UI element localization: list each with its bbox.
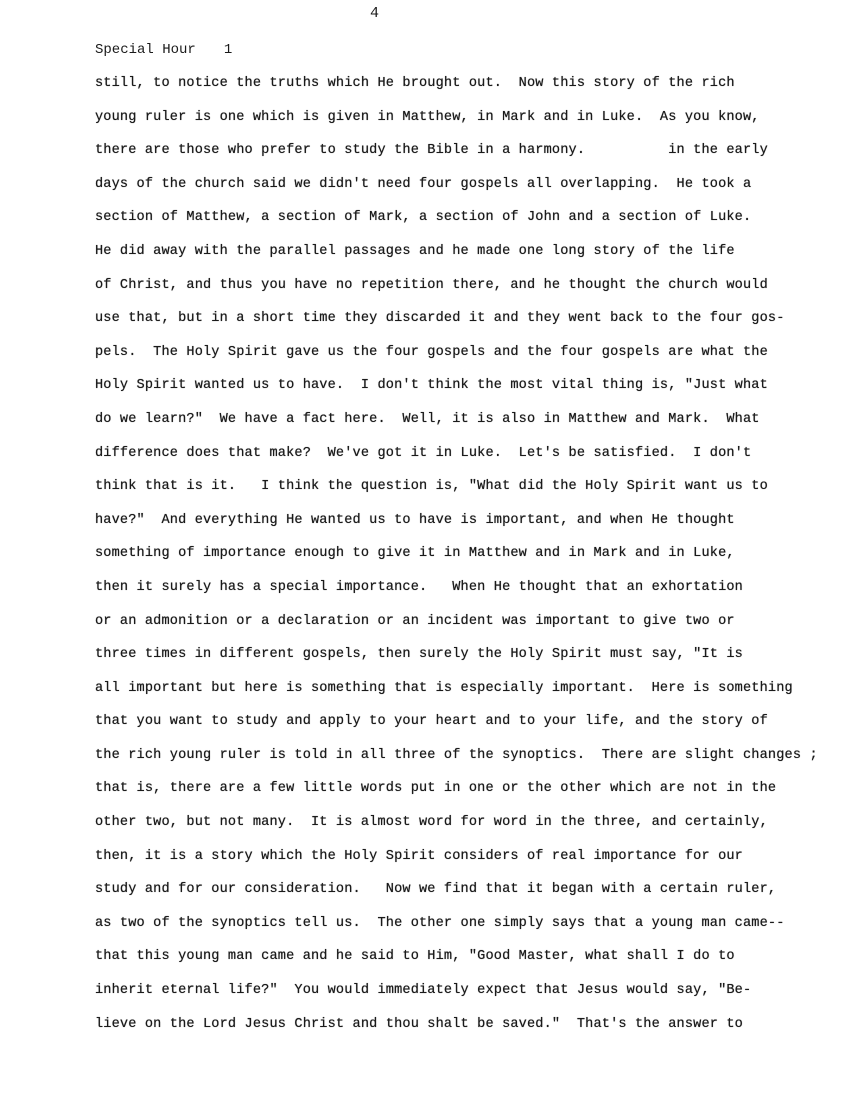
text-line: as two of the synoptics tell us. The other one simply says that a young man came-- — [95, 915, 785, 931]
text-line: difference does that make? We've got it in Luke. Let's be satisfied. I don't — [95, 445, 752, 461]
text-line: study and for our consideration. Now we find that it began with a certain ruler, — [95, 882, 777, 898]
text-line: think that is it. I think the question is, "What did the Holy Spirit want us to — [95, 479, 768, 495]
text-line: something of importance enough to give it in Matthew and in Mark and in Luke, — [95, 546, 735, 562]
text-line: then it surely has a special importance. When He thought that an exhortation — [95, 579, 743, 595]
text-line: section of Matthew, a section of Mark, a section of John and a section of Luke. — [95, 210, 752, 226]
text-line: of Christ, and thus you have no repetition there, and he thought the church would — [95, 277, 768, 293]
body-text — [95, 74, 835, 1048]
text-line: all important but here is something that is especially important. Here is something — [95, 680, 793, 696]
text-line: lieve on the Lord Jesus Christ and thou shalt be saved." That's the answer to — [95, 1016, 743, 1032]
text-line: inherit eternal life?" You would immediately expect that Jesus would say, "Be- — [95, 983, 752, 999]
text-line: then, it is a story which the Holy Spirit considers of real importance for our — [95, 848, 743, 864]
page-number: 4 — [370, 5, 380, 22]
page-header — [95, 40, 232, 60]
text-line: still, to notice the truths which He brought out. Now this story of the rich — [95, 76, 735, 91]
text-line: that is, there are a few little words put in one or the other which are not in the — [95, 781, 777, 797]
text-line: do we learn?" We have a fact here. Well, it is also in Matthew and Mark. What — [95, 411, 760, 427]
text-line: or an admonition or a declaration or an incident was important to give two or — [95, 613, 735, 629]
text-line: Holy Spirit wanted us to have. I don't think the most vital thing is, "Just what — [95, 378, 768, 394]
header-title: Special Hour — [95, 42, 196, 58]
text-line: He did away with the parallel passages and he made one long story of the life — [95, 243, 735, 259]
text-line: other two, but not many. It is almost word for word in the three, and certainly, — [95, 815, 768, 831]
text-line: days of the church said we didn't need four gospels all overlapping. He took a — [95, 176, 752, 192]
text-line: use that, but in a short time they discarded it and they went back to the four gos- — [95, 311, 785, 327]
text-line: there are those who prefer to study the Bible in a harmony. in the early — [95, 143, 768, 159]
text-line: three times in different gospels, then surely the Holy Spirit must say, "It is — [95, 647, 743, 663]
text-line: pels. The Holy Spirit gave us the four gospels and the four gospels are what the — [95, 344, 768, 360]
text-line: that you want to study and apply to your heart and to your life, and the story of — [95, 714, 768, 730]
text-line: that this young man came and he said to Him, "Good Master, what shall I do to — [95, 949, 735, 965]
text-line: have?" And everything He wanted us to have is important, and when He thought — [95, 512, 735, 528]
text-line: young ruler is one which is given in Matthew, in Mark and in Luke. As you know, — [95, 109, 760, 125]
text-line: the rich young ruler is told in all three of the synoptics. There are slight changes ; — [95, 747, 818, 763]
header-number: 1 — [223, 42, 233, 58]
